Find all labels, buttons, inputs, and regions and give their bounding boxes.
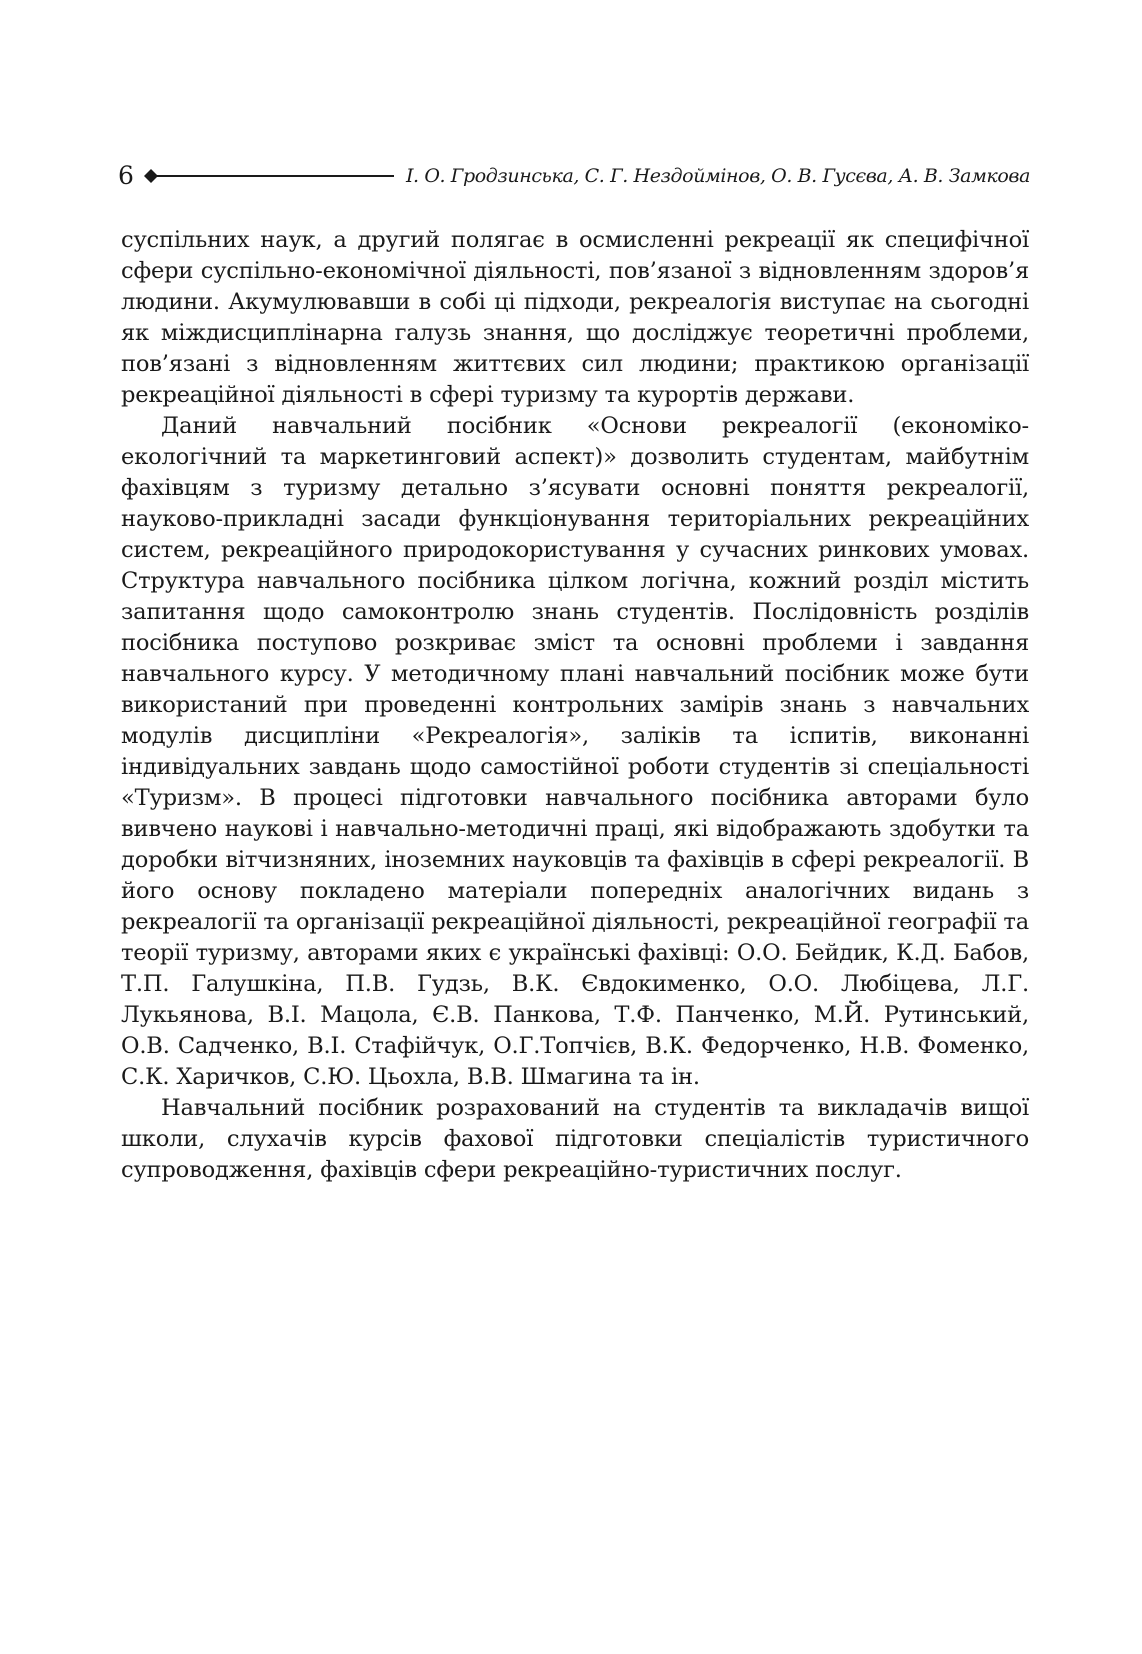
paragraph-textbook-description: Даний навчальний посібник «Основи рекреалогії (економіко-екологічний та маркетинговий аспект)» дозволить студентам, майбутнім фахівцям з туризму детально з’ясувати основні поняття рекреалогії, науково-прикладні засади функціонування територіальних рекреаційних систем, рекреаційного природокористування у сучасних ринкових умовах. Структура навчального посібника цілком логічна, кожний розділ містить запитання щодо самоконтролю знань студентів. Послідовність розділів посібника поступово розкриває зміст та основні проблеми і завдання навчального курсу. У методичному плані навчальний посібник може бути використаний при проведенні контрольних замірів знань з навчальних модулів дисципліни «Рекреалогія», заліків та іспитів, виконанні індивідуальних завдань щодо самостійної роботи студентів зі спеціальності «Туризм». В процесі підготовки навчального посібника авторами було вивчено наукові і навчально-методичні праці, які відображають здобутки та доробки вітчизняних, іноземних науковців та фахівців в сфері рекреалогії. В його основу покладено матеріали попередніх аналогічних видань з рекреалогії та організації рекреаційної діяльності, рекреаційної географії та теорії туризму, авторами яких є українські фахівці: О.О. Бейдик, К.Д. Бабов, Т.П. Галушкіна, П.В. Гудзь, В.К. Євдокименко, О.О. Любіцева, Л.Г. Лукьянова, В.І. Мацола, Є.В. Панкова, Т.Ф. Панченко, М.Й. Рутинський, О.В. Садченко, В.І. Стафійчук, О.Г.Топчієв, В.К. Федорченко, Н.В. Фоменко, С.К. Харичков, С.Ю. Цьохла, В.В. Шмагина та ін. <box>121 413 1029 1090</box>
running-header-authors: І. О. Гродзинська, С. Г. Нездоймінов, О. В. Гусєва, А. В. Замкова <box>405 165 1030 187</box>
page-number: 6 <box>118 161 134 190</box>
paragraph-continuation: суспільних наук, а другий полягає в осмисленні рекреації як специфічної сфери суспільно-економічної діяльності, пов’язаної з відновленням здоров’я людини. Акумулювавши в собі ці підходи, рекреалогія виступає на сьогодні як міждисциплінарна галузь знання, що досліджує теоретичні проблеми, пов’язані з відновленням життєвих сил людини; практикою організації рекреаційної діяльності в сфері туризму та курортів держави. <box>121 227 1029 408</box>
diamond-rule-icon <box>144 168 394 184</box>
header-diamond-rule <box>144 168 394 184</box>
running-header <box>118 156 1030 196</box>
paragraph-audience: Навчальний посібник розрахований на студентів та викладачів вищої школи, слухачів курсів фахової підготовки спеціалістів туристичного супроводження, фахівців сфери рекреаційно-туристичних послуг. <box>121 1095 1029 1183</box>
body-text <box>121 225 1029 1186</box>
